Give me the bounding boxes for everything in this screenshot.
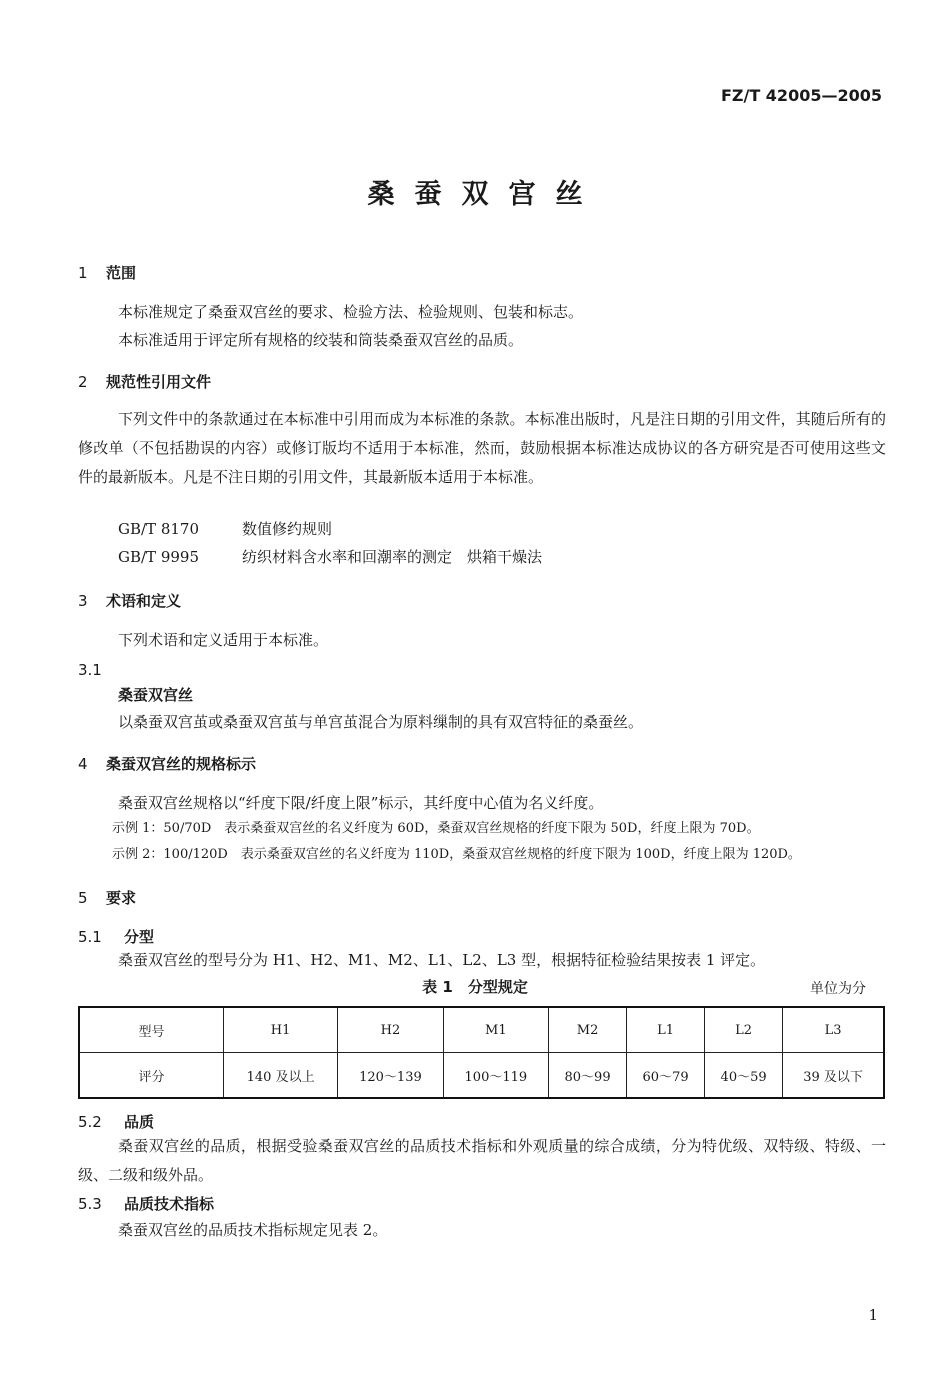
table-1-caption: 表 1 分型规定 [422,978,528,996]
section-title: 桑蚕双宫丝的规格标示 [106,755,257,773]
section-number: 5.2 [78,1113,102,1131]
standard-code: FZ/T 42005—2005 [720,86,882,105]
table-cell: 100～119 [443,1053,548,1099]
example-2: 示例 2：100/120D 表示桑蚕双宫丝的名义纤度为 110D，桑蚕双宫丝规格的纤度下限为 100D，纤度上限为 120D。 [112,847,801,862]
section-title: 要求 [106,889,137,907]
table-cell: 评分 [79,1053,224,1099]
table-cell: M1 [443,1007,548,1053]
table-cell: L1 [627,1007,705,1053]
document-title: 桑蚕双宫丝 [367,179,603,210]
table-cell: 40～59 [705,1053,783,1099]
section-number: 5.1 [78,928,102,946]
section-1-paragraph-1: 本标准规定了桑蚕双宫丝的要求、检验方法、检验规则、包装和标志。 [118,303,584,321]
table-cell: 120～139 [338,1053,443,1099]
section-title: 品质技术指标 [124,1195,215,1213]
section-title: 品质 [124,1113,155,1131]
section-5-heading [78,887,136,908]
section-1-heading [78,262,136,283]
reference-title: 纺织材料含水率和回潮率的测定 烘箱干燥法 [242,548,543,566]
section-title: 术语和定义 [106,592,182,610]
table-cell: L3 [783,1007,884,1053]
reference-item [118,543,542,571]
section-1-paragraph-2: 本标准适用于评定所有规格的绞装和筒装桑蚕双宫丝的品质。 [118,331,524,349]
table-cell: 140 及以上 [224,1053,338,1099]
section-5-1-heading [78,926,154,947]
section-title: 范围 [106,264,137,282]
table-cell: H1 [224,1007,338,1053]
section-title: 分型 [124,928,155,946]
reference-code: GB/T 8170 [118,520,200,538]
table-1 [78,1006,885,1099]
section-4-paragraph: 桑蚕双宫丝规格以“纤度下限/纤度上限”标示，其纤度中心值为名义纤度。 [118,794,604,812]
section-number: 2 [78,373,88,391]
term-heading: 桑蚕双宫丝 [118,686,194,704]
section-2-paragraph: 下列文件中的条款通过在本标准中引用而成为本标准的条款。本标准出版时，凡是注日期的引用文件，其随后所有的修改单（不包括勘误的内容）或修订版均不适用于本标准，然而，鼓励根据本标准达成协议的各方研究是否可使用这些文件的最新版本。凡是不注日期的引用文件，其最新版本适用于本标准。 [78,410,886,486]
section-title: 规范性引用文件 [106,373,212,391]
table-cell: 80～99 [549,1053,627,1099]
section-5-2-heading [78,1111,154,1132]
section-5-3-paragraph: 桑蚕双宫丝的品质技术指标规定见表 2。 [118,1221,388,1239]
reference-item [118,515,332,543]
table-row [79,1007,884,1053]
section-5-1-paragraph: 桑蚕双宫丝的型号分为 H1、H2、M1、M2、L1、L2、L3 型，根据特征检验结果按表 1 评定。 [118,951,766,969]
table-cell: H2 [338,1007,443,1053]
section-5-3-heading [78,1193,214,1214]
section-number: 5 [78,889,88,907]
reference-title: 数值修约规则 [242,520,333,538]
example-1: 示例 1：50/70D 表示桑蚕双宫丝的名义纤度为 60D，桑蚕双宫丝规格的纤度下限为 50D，纤度上限为 70D。 [112,821,760,836]
reference-code: GB/T 9995 [118,548,200,566]
section-number: 1 [78,264,88,282]
table-row [79,1053,884,1099]
section-3-paragraph: 下列术语和定义适用于本标准。 [118,631,329,649]
section-number: 4 [78,755,88,773]
section-4-heading [78,753,256,774]
subsection-number: 3.1 [78,661,102,679]
term-definition: 以桑蚕双宫茧或桑蚕双宫茧与单宫茧混合为原料缫制的具有双宫特征的桑蚕丝。 [118,713,644,731]
table-cell: 60～79 [627,1053,705,1099]
section-5-2-paragraph: 桑蚕双宫丝的品质，根据受验桑蚕双宫丝的品质技术指标和外观质量的综合成绩，分为特优级、双特级、特级、一级、二级和级外品。 [78,1137,886,1184]
section-number: 3 [78,592,88,610]
table-cell: M2 [549,1007,627,1053]
section-2-heading [78,371,211,392]
table-cell: 型号 [79,1007,224,1053]
table-cell: L2 [705,1007,783,1053]
section-3-heading [78,590,181,611]
section-number: 5.3 [78,1195,102,1213]
table-cell: 39 及以下 [783,1053,884,1099]
page-number: 1 [868,1306,878,1324]
table-1-unit: 单位为分 [810,981,866,997]
